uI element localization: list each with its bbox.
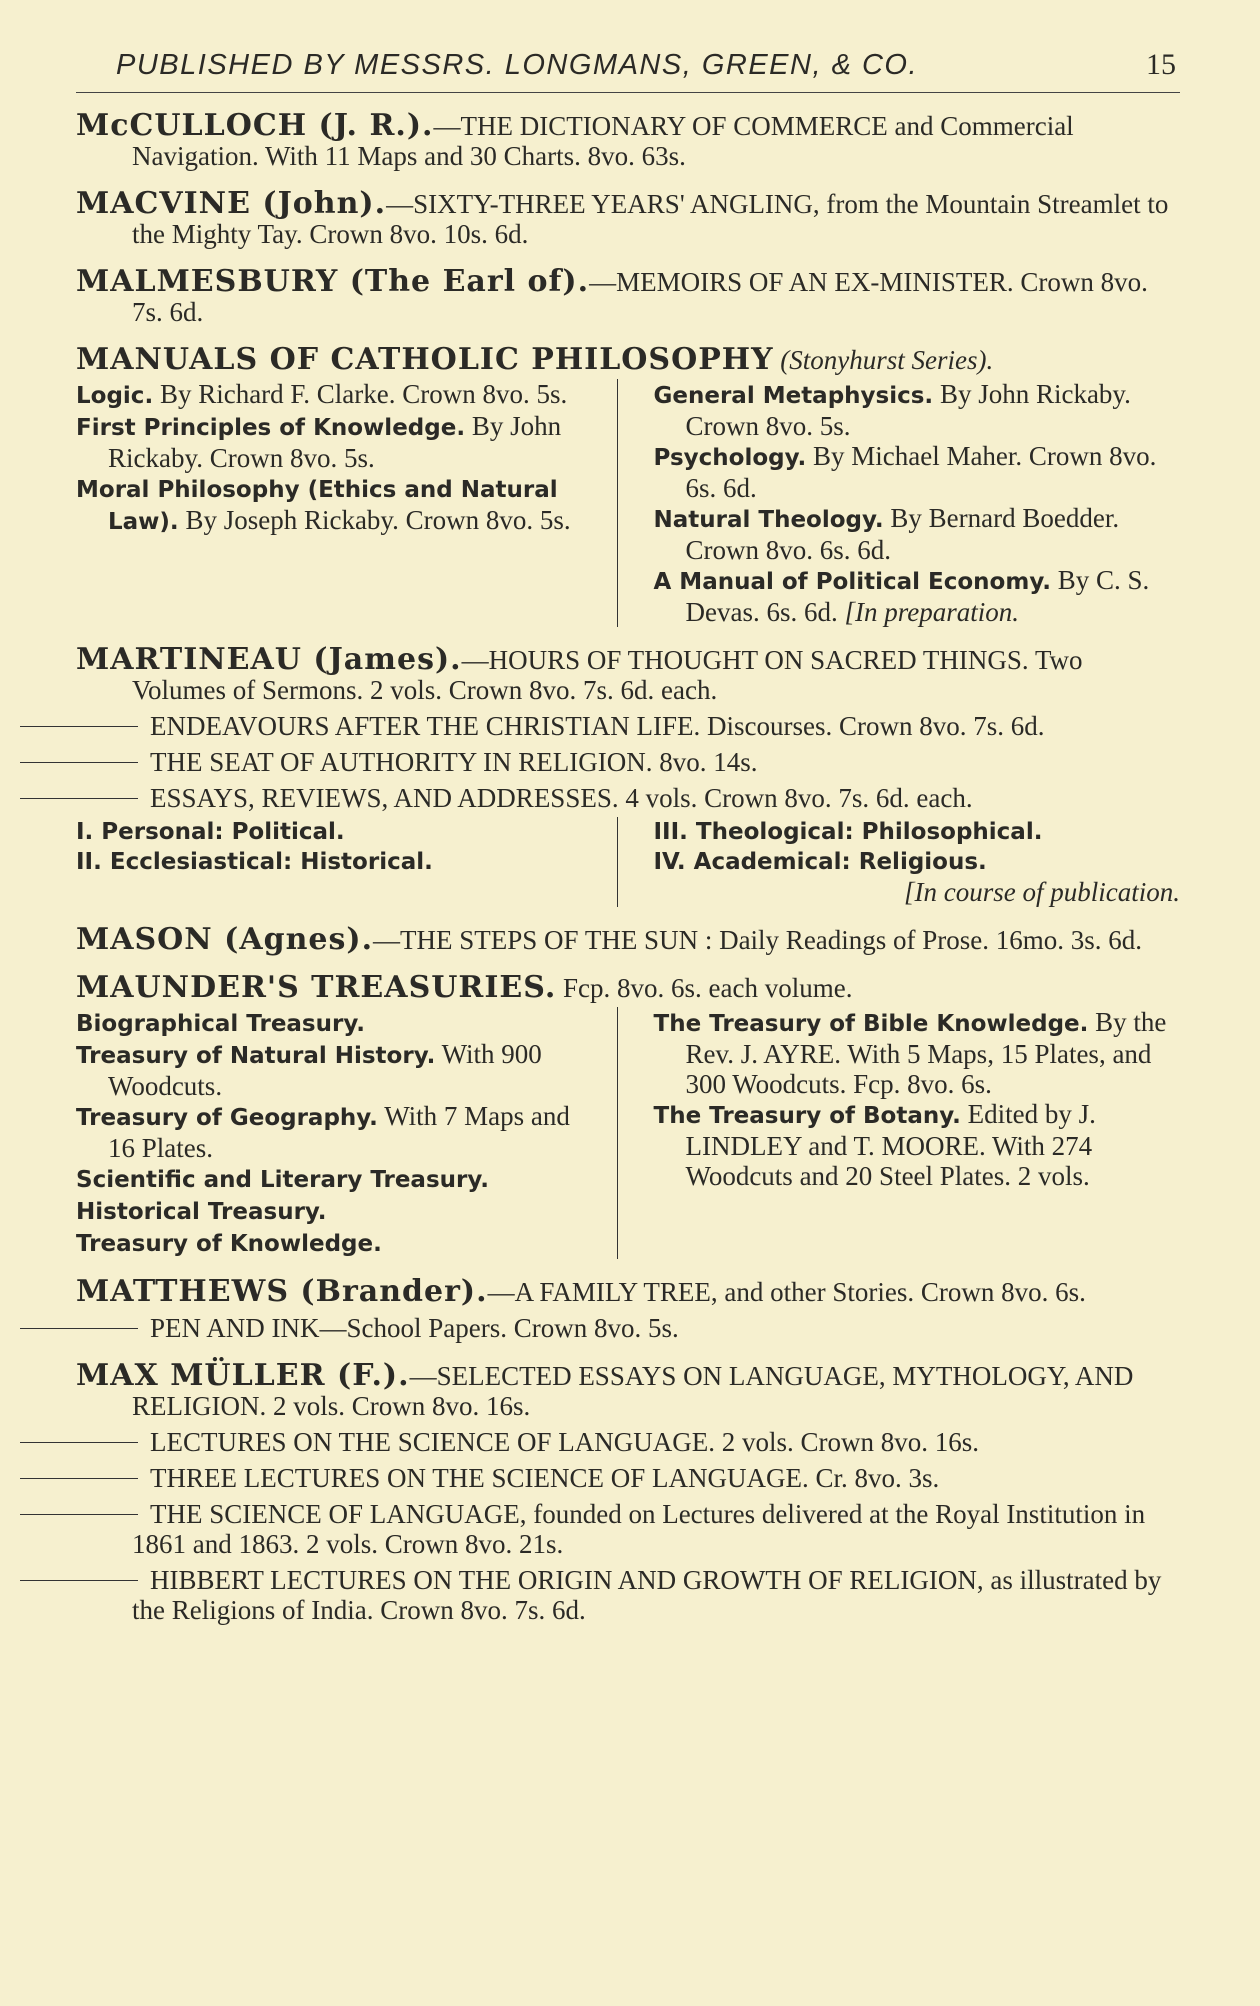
running-header — [76, 48, 1180, 82]
list-item: Treasury of Geography. With 7 Maps and 16 Plates. — [76, 1101, 570, 1163]
list-item: Treasury of Knowledge. — [76, 1231, 382, 1257]
list-item: The Treasury of Bible Knowledge. By the Rev. J. AYRE. With 5 Maps, 15 Plates, and 300 Woodcuts. Fcp. 8vo. 6s. — [653, 1007, 1167, 1099]
page-number: 15 — [1146, 48, 1176, 81]
entry-text: —SELECTED ESSAYS ON LANGUAGE, MYTHOLOGY, AND RELIGION. 2 vols. Crown 8vo. 16s. — [132, 1361, 1134, 1421]
ditto-dash — [20, 1442, 138, 1443]
entry-maunder — [76, 970, 1180, 1259]
left-column — [76, 1007, 618, 1259]
ditto-dash — [20, 1580, 138, 1581]
entry-name: MATTHEWS (Brander). — [76, 1274, 488, 1309]
sub-entry: THE SEAT OF AUTHORITY IN RELIGION. 8vo. 14s. — [150, 747, 758, 777]
entry-macvine — [76, 186, 1180, 249]
list-item: I. Personal: Political. — [76, 819, 345, 845]
list-item: II. Ecclesiastical: Historical. — [76, 849, 433, 875]
entry-name: MAX MÜLLER (F.). — [76, 1358, 410, 1393]
list-item: Logic. By Richard F. Clarke. Crown 8vo. 5s. — [76, 379, 568, 409]
left-column — [76, 817, 618, 907]
list-item: Biographical Treasury. — [76, 1011, 365, 1037]
ditto-dash — [20, 1514, 138, 1515]
list-item: The Treasury of Botany. Edited by J. LINDLEY and T. MOORE. With 274 Woodcuts and 20 Steel Plates. 2 vols. — [653, 1099, 1096, 1191]
entry-mcculloch — [76, 108, 1180, 171]
entry-text: —MEMOIRS OF AN EX-MINISTER. Crown 8vo. 7s. 6d. — [132, 267, 1148, 327]
sub-entry: ESSAYS, REVIEWS, AND ADDRESSES. 4 vols. Crown 8vo. 7s. 6d. each. — [150, 783, 973, 813]
entry-manuals — [76, 342, 1180, 627]
entry-name: MASON (Agnes). — [76, 922, 374, 957]
entry-mason — [76, 922, 1180, 957]
sub-entry: ENDEAVOURS AFTER THE CHRISTIAN LIFE. Discourses. Crown 8vo. 7s. 6d. — [150, 711, 1045, 741]
list-item: A Manual of Political Economy. By C. S. Devas. 6s. 6d. [In preparation. — [653, 565, 1150, 627]
entry-text: —SIXTY-THREE YEARS' ANGLING, from the Mountain Streamlet to the Mighty Tay. Crown 8vo. 10s. 6d. — [132, 189, 1169, 249]
entry-name: MARTINEAU (James). — [76, 642, 462, 677]
entry-text: Fcp. 8vo. 6s. each volume. — [563, 973, 853, 1003]
right-column — [618, 817, 1181, 907]
entry-text: —THE STEPS OF THE SUN : Daily Readings of Prose. 16mo. 3s. 6d. — [373, 925, 1143, 955]
ditto-dash — [20, 762, 138, 763]
list-item: Psychology. By Michael Maher. Crown 8vo. 6s. 6d. — [653, 441, 1157, 503]
list-item: Historical Treasury. — [76, 1199, 327, 1225]
entry-name: MALMESBURY (The Earl of). — [76, 264, 590, 299]
note: [In course of publication. — [904, 877, 1180, 907]
series-label: (Stonyhurst Series). — [780, 345, 994, 375]
left-column — [76, 379, 618, 627]
entry-name: McCULLOCH (J. R.). — [76, 108, 434, 143]
entry-name: MAUNDER'S TREASURIES. — [76, 970, 557, 1005]
two-column-list — [76, 1007, 1180, 1259]
list-item: Moral Philosophy (Ethics and Natural Law). By Joseph Rickaby. Crown 8vo. 5s. — [76, 477, 571, 535]
entry-text: —HOURS OF THOUGHT ON SACRED THINGS. Two Volumes of Sermons. 2 vols. Crown 8vo. 7s. 6d. each. — [132, 645, 1083, 705]
sub-entry: THE SCIENCE OF LANGUAGE, founded on Lectures delivered at the Royal Institution in 1861 and 1863. 2 vols. Crown 8vo. 21s. — [132, 1499, 1146, 1559]
note: [In preparation. — [844, 597, 1019, 627]
sub-entry: LECTURES ON THE SCIENCE OF LANGUAGE. 2 vols. Crown 8vo. 16s. — [150, 1427, 980, 1457]
entry-text: —THE DICTIONARY OF COMMERCE and Commercial Navigation. With 11 Maps and 30 Charts. 8vo. 63s. — [132, 111, 1074, 171]
list-item: Scientific and Literary Treasury. — [76, 1167, 489, 1193]
header-rule — [76, 92, 1180, 93]
two-column-list — [76, 817, 1180, 907]
sub-entry: PEN AND INK—School Papers. Crown 8vo. 5s. — [150, 1313, 679, 1343]
list-item: III. Theological: Philosophical. — [653, 819, 1043, 845]
list-item: General Metaphysics. By John Rickaby. Crown 8vo. 5s. — [653, 379, 1131, 441]
entry-name: MANUALS OF CATHOLIC PHILOSOPHY — [76, 342, 774, 377]
ditto-dash — [20, 798, 138, 799]
entry-matthews — [76, 1274, 1180, 1343]
list-item: Natural Theology. By Bernard Boedder. Crown 8vo. 6s. 6d. — [653, 503, 1120, 565]
entry-malmesbury — [76, 264, 1180, 327]
two-column-list — [76, 379, 1180, 627]
sub-entry: THREE LECTURES ON THE SCIENCE OF LANGUAGE. Cr. 8vo. 3s. — [150, 1463, 940, 1493]
entry-text: —A FAMILY TREE, and other Stories. Crown 8vo. 6s. — [487, 1277, 1086, 1307]
entry-martineau — [76, 642, 1180, 907]
header-title: PUBLISHED BY MESSRS. LONGMANS, GREEN, & CO. — [116, 49, 919, 81]
ditto-dash — [20, 726, 138, 727]
sub-entry: HIBBERT LECTURES ON THE ORIGIN AND GROWTH OF RELIGION, as illustrated by the Religions of India. Crown 8vo. 7s. 6d. — [132, 1565, 1162, 1625]
right-column — [618, 379, 1181, 627]
entry-max-muller — [76, 1358, 1180, 1625]
ditto-dash — [20, 1478, 138, 1479]
list-item: First Principles of Knowledge. By John Rickaby. Crown 8vo. 5s. — [76, 411, 562, 473]
entry-name: MACVINE (John). — [76, 186, 387, 221]
ditto-dash — [20, 1328, 138, 1329]
list-item: IV. Academical: Religious. — [653, 849, 987, 875]
list-item: Treasury of Natural History. With 900 Woodcuts. — [76, 1039, 542, 1101]
right-column — [618, 1007, 1181, 1259]
